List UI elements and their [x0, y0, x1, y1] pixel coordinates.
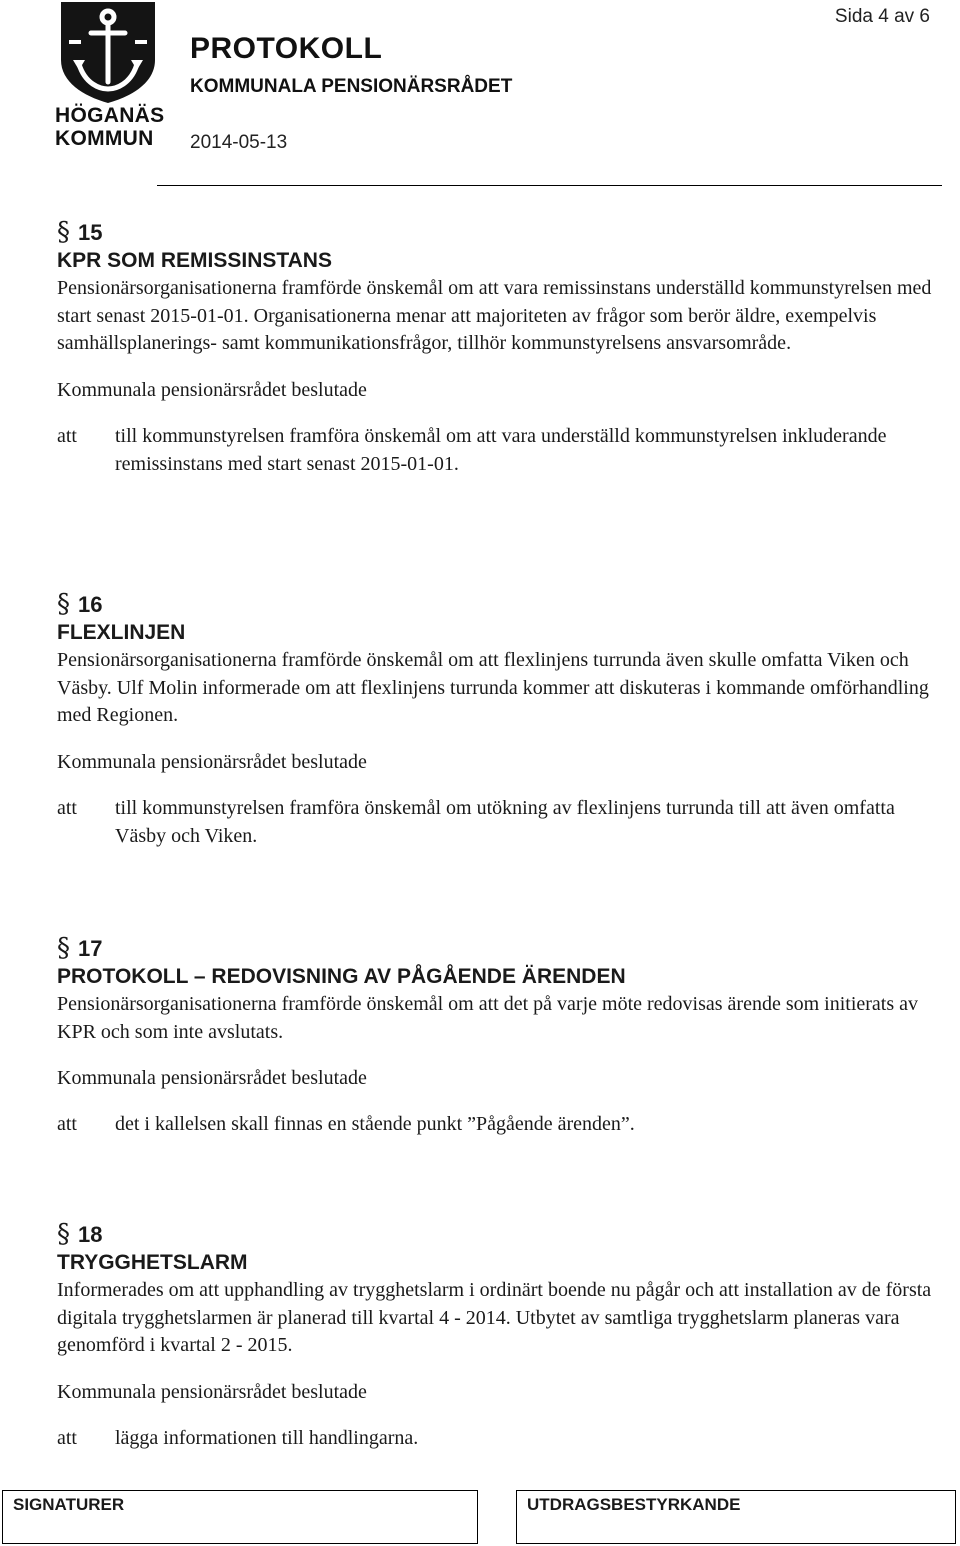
decision-heading: Kommunala pensionärsrådet beslutade — [57, 750, 367, 773]
section-16 — [57, 589, 937, 850]
decision-text: till kommunstyrelsen framföra önskemål om utökning av flexlinjens turrunda till att även omfatta Väsby och Viken. — [115, 796, 895, 847]
document-title: PROTOKOLL — [190, 32, 383, 65]
section-body: Informerades om att upphandling av trygghetslarm i ordinärt boende nu pågår och att installation av de första digitala trygghetslarmen är planerad till kvartal 4 - 2014. Utbytet av samtliga trygghetslarm planeras vara genomförd i kvartal 2 - 2015. — [57, 1279, 932, 1356]
section-title: KPR SOM REMISSINSTANS — [57, 249, 332, 272]
certification-box — [516, 1490, 956, 1544]
decision-heading: Kommunala pensionärsrådet beslutade — [57, 378, 367, 401]
section-number: § 16 — [57, 589, 103, 619]
decision-att: att — [57, 1426, 77, 1449]
document-subtitle: KOMMUNALA PENSIONÄRSRÅDET — [190, 76, 513, 97]
paragraph-sign-icon: § — [57, 217, 70, 247]
logo-line-1: HÖGANÄS — [55, 104, 165, 127]
decision-text: det i kallelsen skall finnas en stående punkt ”Pågående ärenden”. — [115, 1113, 635, 1135]
signatures-box — [2, 1490, 478, 1544]
document-date: 2014-05-13 — [190, 132, 288, 153]
header-divider — [157, 185, 942, 186]
decision — [57, 1110, 937, 1138]
decision — [57, 422, 937, 478]
signature-footer — [0, 1490, 958, 1544]
decision — [57, 794, 937, 850]
decision-att: att — [57, 796, 77, 819]
section-15 — [57, 217, 937, 478]
section-body: Pensionärsorganisationerna framförde önskemål om att det på varje möte redovisas ärende som initierats av KPR och som inte avslutats. — [57, 993, 919, 1043]
section-body: Pensionärsorganisationerna framförde önskemål om att flexlinjens turrunda även skulle omfatta Viken och Väsby. Ulf Molin informerade om att flexlinjens turrunda kommer att diskuteras i kommande omförhandling med Regionen. — [57, 649, 929, 726]
decision-att: att — [57, 1113, 77, 1135]
paragraph-sign-icon: § — [57, 933, 70, 963]
section-number: § 17 — [57, 933, 103, 963]
section-number: § 15 — [57, 217, 103, 247]
decision-heading: Kommunala pensionärsrådet beslutade — [57, 1380, 367, 1403]
section-title: PROTOKOLL – REDOVISNING AV PÅGÅENDE ÄRENDEN — [57, 965, 626, 988]
paragraph-sign-icon: § — [57, 1219, 70, 1249]
decision-text: lägga informationen till handlingarna. — [115, 1426, 419, 1449]
decision-heading: Kommunala pensionärsrådet beslutade — [57, 1067, 367, 1089]
section-title: FLEXLINJEN — [57, 621, 186, 644]
page-number: Sida 4 av 6 — [834, 6, 930, 27]
section-17 — [57, 933, 937, 1138]
section-number: § 18 — [57, 1219, 103, 1249]
decision-text: till kommunstyrelsen framföra önskemål om att vara underställd kommunstyrelsen inkluderande remissinstans med start senast 2015-01-01. — [115, 424, 887, 475]
section-title: TRYGGHETSLARM — [57, 1251, 248, 1274]
decision-att: att — [57, 424, 77, 447]
municipality-logo — [55, 0, 165, 152]
section-18 — [57, 1219, 937, 1452]
paragraph-sign-icon: § — [57, 589, 70, 619]
signatures-label: SIGNATURER — [13, 1495, 125, 1514]
section-body: Pensionärsorganisationerna framförde önskemål om att vara remissinstans underställd kommunstyrelsen med start senast 2015-01-01. Organisationerna menar att majoriteten av frågor som berör äldre, exempelvis samhällsplanerings- samt kommunikationsfrågor, tillhör kommunstyrelsens ansvarsområde. — [57, 277, 932, 354]
certification-label: UTDRAGSBESTYRKANDE — [527, 1495, 741, 1514]
coat-of-arms-icon — [55, 0, 161, 104]
logo-line-2: KOMMUN — [55, 127, 154, 150]
decision — [57, 1424, 937, 1452]
